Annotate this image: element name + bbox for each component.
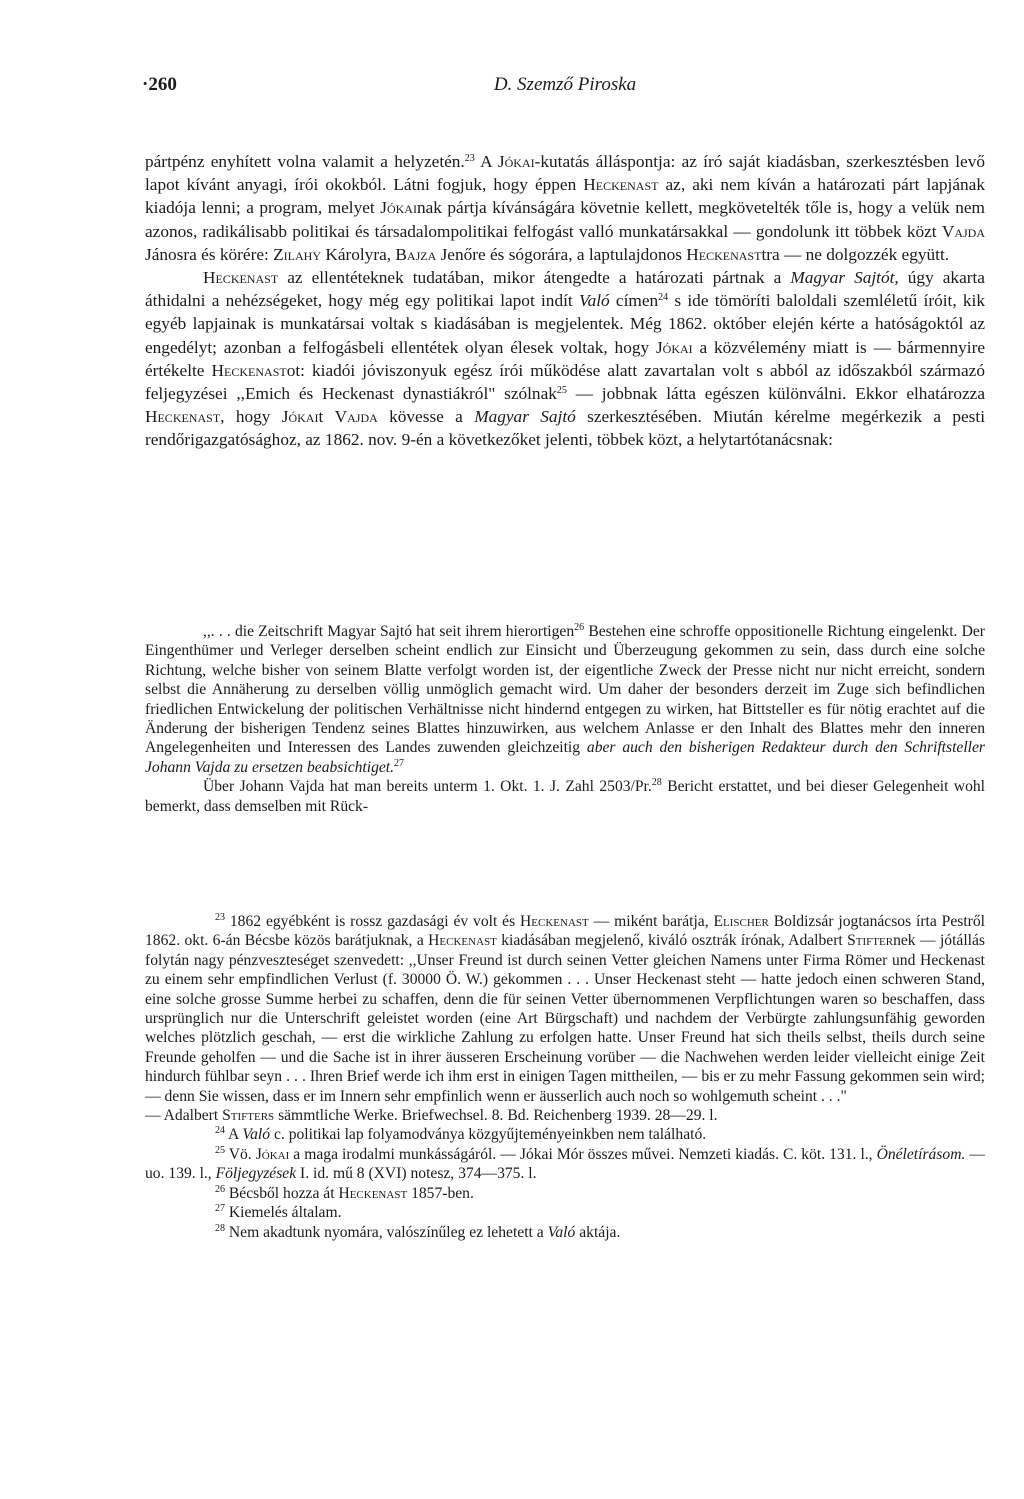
text-run: c. politikai lap folyamodványa közgyűjteményeinkben nem található.	[270, 1126, 707, 1144]
title-foljegyzesek: Följegyzések	[215, 1165, 297, 1183]
name-jokai: Jókai	[655, 337, 693, 357]
footnote-ref-28: 28	[651, 777, 662, 789]
text-run: tra — ne dolgozzék együtt.	[761, 244, 950, 264]
footnotes	[145, 912, 985, 1242]
text-run: pártpénz enyhített volna valamit a helyzetén.	[145, 152, 465, 171]
text-run: nek — jótállás folytán nagy pénzveszteséget szenvedett: ,,Unser Freund ist durch seinen Vetter gleichen Namens unter Firma Römer und Heckenast zu einem sehr empfindlichen Verlust (f. 30000 Ö. W.) gekommen . . . Unser Heckenast steht — hatte jedoch einen schweren Stand, eine solche grosse Summe herbei zu schaffen, denn die für seinen Vetter übernommenen Verpflichtungen waren so beschaffen, dass ursprünglich nur die Unterschrift geleistet worden (eine Art Bürgschaft) und nachdem der Verbürgte zahlungsunfähig geworden welches plötzlich geschah, — erst die wirkliche Zahlung zu erfolgen hatte. Unser Freund hat sich theils selbst, theils durch seine Freunde geholfen — und die Sache ist in ihrer äusseren Erscheinung vorüber — die Nachwehen werden leider vielleicht einige Zeit hindurch fühlbar seyn . . . Ihren Brief werde ich ihm erst in einigen Tagen mittheilen, — bis er zu mehr Fassung gekommen sein wird; — denn Sie wissen, dass er im Innern sehr empfinlich wenn er äusserlich auch noch so wohlgemuth scheint . . ."	[145, 932, 985, 1105]
text-run: Bestehen eine schroffe oppositionelle Richtung eingelenkt. Der Eingenthümer und Verleger derselben scheint endlich zur Einsicht und Überzeugung gekommen zu sein, dass durch eine solche Richtung, welche bisher von seinem Blatte verfolgt worden ist, der eigentliche Zweck der Presse nicht nur nicht erreicht, sondern selbst die Annäherung zu derselben völlig unmöglich gemacht wird. Um daher der besonders derzeit im Zuge sich befindlichen friedlichen Entwickelung der politischen Verhältnisse nicht hindernd entgegen zu wirken, hat Bittsteller es für nötig erachtet auf die Änderung der bisherigen Tendenz seines Blattes hinzuwirken, aus welchem Anlasse er den Inhalt des Blattes mehr den inneren Angelegenheiten und Interessen des Landes zuwenden gleichzeitig	[145, 623, 985, 757]
text-run: — Adalbert	[145, 1107, 223, 1125]
text-run: Bécsből hozza át	[225, 1184, 339, 1202]
name-vajda: Vajda	[334, 407, 378, 427]
name-heckenast: Heckenast	[211, 360, 287, 380]
text-run: a maga irodalmi munkásságáról. — Jókai Mór összes művei. Nemzeti kiadás. C. köt. 131. l.,	[289, 1145, 877, 1163]
title-valo: Való	[242, 1126, 271, 1144]
footnote-25	[145, 1145, 985, 1184]
text-run: szerkesztésében. Miután kérelme megérkezik a pesti rendőrigazgatósághoz, az 1862. nov. 9-én a következőket jelenti, többek közt, a helytartótanácsnak:	[145, 407, 986, 450]
page-header	[142, 74, 985, 104]
footnote-ref-23: 23	[464, 153, 475, 164]
text-run: kövesse a	[377, 407, 475, 427]
text-run: nak pártja kívánságára követnie kellett, megkövetelték tőle is, hogy a velük nem azonos, radikálisabb politikai és társadalompolitikai felfogást valló munkatársakkal — gondolunk itt többek közt	[145, 198, 985, 241]
text-run: Kiemelés általam.	[225, 1204, 342, 1222]
footnote-number: 26	[215, 1183, 225, 1195]
name-jokai: Jókai	[497, 152, 535, 171]
text-run: a közvélemény miatt is — bármennyire értékelte	[145, 337, 985, 380]
text-run: sämmtliche Werke. Briefwechsel. 8. Bd. Reichenberg 1939. 28—29. l.	[274, 1107, 718, 1125]
title-valo: Való	[578, 291, 610, 311]
text-run: 1862 egyébként is rossz gazdasági év volt és	[225, 913, 521, 930]
text-run: s ide tömöríti baloldali szemléletű íróit, kik egyéb lapjainak is munkatársai voltak s kiadásában is megjelentek. Még 1862. október elején kérte a hatóságoktól az engedélyt; azonban a felfogásbeli ellentétek olyan élesek voltak, hogy	[145, 291, 985, 357]
title-magyar-sajto: Magyar Sajtót,	[790, 268, 899, 288]
text-run: Jánosra és körére:	[145, 244, 274, 264]
name-bajza: Bajza	[395, 244, 437, 264]
text-run: Bericht erstattet, und bei dieser Gelegenheit wohl bemerkt, dass demselben mit Rück-	[145, 778, 985, 815]
text-run: ,,. . . die Zeitschrift Magyar Sajtó hat seit ihrem hierortigen	[203, 623, 575, 640]
text-run: — jobbnak látta egészen különválni. Ekkor elhatározza	[566, 384, 985, 404]
name-jokai: Jókai	[281, 407, 319, 427]
footnote-27	[145, 1203, 985, 1222]
footnote-number: 28	[215, 1222, 225, 1234]
footnote-number: 24	[215, 1125, 225, 1137]
text-run: — uo. 139. l.,	[145, 1145, 985, 1183]
text-run: A	[225, 1126, 243, 1144]
text-run: — miként barátja,	[588, 913, 714, 930]
footnote-ref-25: 25	[556, 385, 567, 397]
name-stifter: Stifter	[847, 932, 894, 950]
name-jokai: Jókai	[255, 1145, 290, 1163]
text-run: aktája.	[575, 1223, 621, 1241]
footnote-28	[145, 1223, 985, 1242]
text-run: Károlyra,	[321, 244, 396, 264]
text-run: -kutatás álláspontja: az író saját kiadásban, szerkesztésben levő lapot kívánt anyagi, írói okokból. Látni fogjuk, hogy éppen	[145, 152, 985, 195]
name-stifter: Stifters	[222, 1107, 275, 1125]
name-elischer: Elischer	[713, 913, 769, 930]
page-number: ·260	[142, 74, 177, 95]
text-run: úgy akarta áthidalni a nehézségeket, hogy még egy politikai lapot indít	[145, 268, 985, 311]
footnote-ref-24: 24	[658, 292, 669, 304]
emphasis-text: aber auch den bisherigen Redakteur durch den Schriftsteller Johann Vajda zu ersetzen beabsichtiget.	[145, 739, 985, 776]
text-run: Nem akadtunk nyomára, valószínűleg ez lehetett a	[225, 1223, 548, 1241]
text-run: ot: kiadói jóviszonyuk egész írói működése alatt zavartalan volt s abból az időszakból származó feljegyzései ,,Emich és Heckenast dynastiákról" szólnak	[145, 360, 985, 404]
footnote-ref-26: 26	[574, 622, 585, 633]
quote-paragraph-1	[145, 622, 985, 777]
footnote-23-source	[145, 1106, 985, 1125]
footnote-number: 23	[215, 912, 225, 923]
text-run: I. id. mű 8 (XVI) notesz, 374—375. l.	[296, 1165, 537, 1183]
text-run: kiadásában megjelenő, kiváló osztrák írónak, Adalbert	[496, 932, 848, 950]
text-run: A	[474, 152, 498, 171]
body-text	[145, 150, 985, 452]
text-run: Vö.	[225, 1145, 256, 1163]
footnote-24	[145, 1125, 985, 1144]
text-run: az ellentéteknek tudatában, mikor átengedte a határozati pártnak a	[278, 268, 791, 288]
footnote-26	[145, 1184, 985, 1203]
footnote-number: 25	[215, 1144, 225, 1156]
footnote-ref-27: 27	[394, 757, 405, 769]
paragraph-2	[145, 266, 985, 452]
name-zilahy: Zilahy	[273, 244, 322, 264]
running-title: D. Szemző Piroska	[493, 74, 637, 95]
name-heckenast: Heckenast	[145, 407, 221, 427]
footnote-number: 27	[215, 1203, 225, 1215]
title-magyar-sajto: Magyar Sajtó	[474, 407, 576, 427]
quote-paragraph-2	[145, 777, 985, 816]
text-run: címen	[609, 291, 659, 311]
paragraph-1	[145, 150, 985, 266]
name-heckenast: Heckenast	[338, 1184, 408, 1202]
text-run: Jenőre és sógorára, a laptulajdonos	[436, 244, 687, 264]
text-run: , hogy	[220, 407, 282, 427]
title-oneletirasom: Önéletírásom.	[876, 1145, 966, 1163]
footnote-23	[145, 912, 985, 1106]
text-run: Boldizsár jogtanácsos írta Pestről 1862. okt. 6-án Bécsbe közös barátjuknak, a	[145, 913, 985, 950]
title-valo: Való	[547, 1223, 576, 1241]
name-heckenast: Heckenast	[583, 175, 659, 195]
block-quote	[145, 622, 985, 816]
name-jokai: Jókai	[380, 198, 417, 218]
name-heckenast: Heckenast	[203, 268, 279, 288]
name-heckenast: Heckenast	[686, 244, 762, 264]
name-heckenast: Heckenast	[520, 913, 589, 930]
text-run: az, aki nem kíván a határozati párt lapjának kiadója lenni; a program, melyet	[145, 175, 985, 218]
text-run: t	[318, 407, 335, 427]
name-heckenast: Heckenast	[428, 932, 497, 950]
text-run: Über Johann Vajda hat man bereits unterm 1. Okt. 1. J. Zahl 2503/Pr.	[203, 778, 652, 796]
text-run: 1857-ben.	[407, 1184, 474, 1202]
name-vajda: Vajda	[941, 221, 985, 241]
